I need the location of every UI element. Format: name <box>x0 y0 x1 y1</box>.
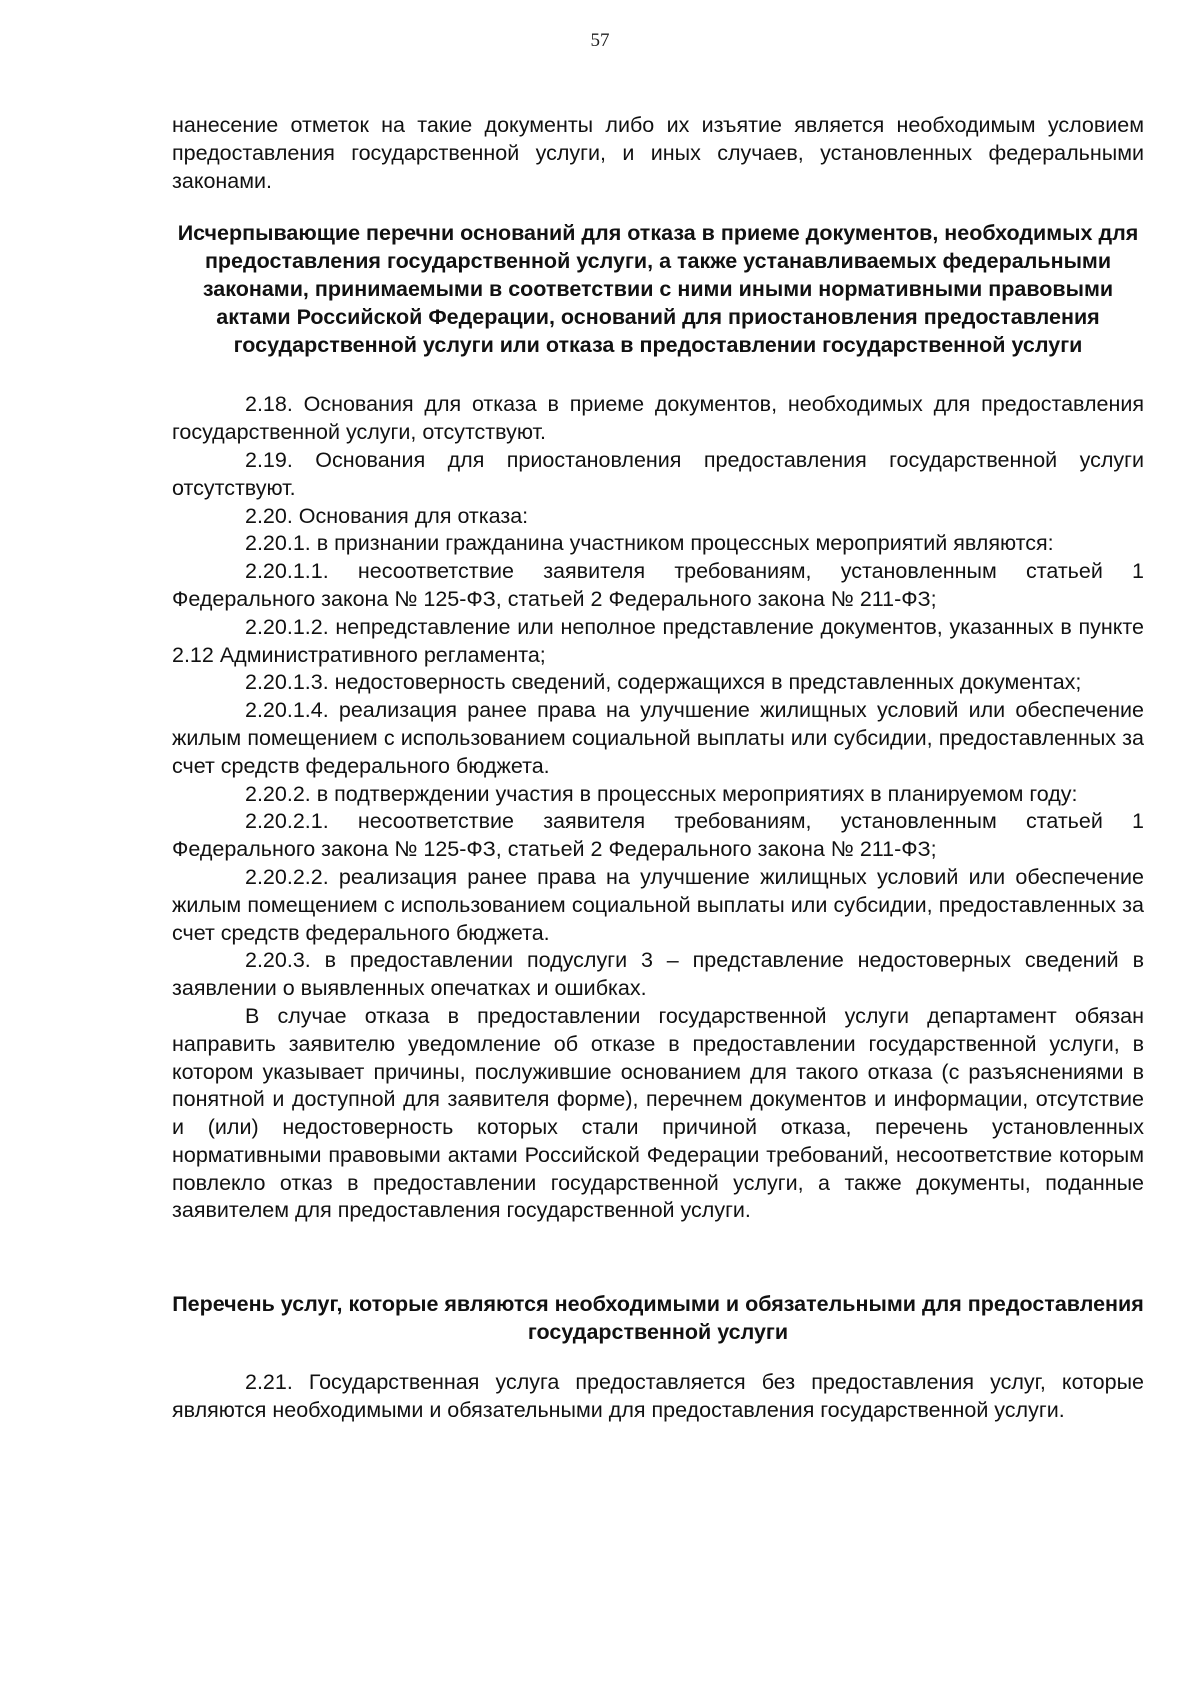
paragraph-2-20-2: 2.20.2. в подтверждении участия в процессных мероприятиях в планируемом году: <box>245 781 1078 806</box>
page-number: 57 <box>590 30 610 51</box>
paragraph-refusal-notice: В случае отказа в предоставлении государственной услуги департамент обязан направить заявителю уведомление об отказе в предоставлении государственной услуги, в котором указывает причины, послужившие основанием для такого отказа (с разъяснениями в понятной и доступной для заявителя форме), перечнем документов и информации, отсутствие и (или) недостоверность которых стали причиной отказа, перечень установленных нормативными правовыми актами Российской Федерации требований, несоответствие которым повлекло отказ в предоставлении государственной услуги, а также документы, поданные заявителем для предоставления государственной услуги. <box>172 1003 1144 1223</box>
section-heading-required-services: Перечень услуг, которые являются необходимыми и обязательными для предоставления государственной услуги <box>172 1292 1144 1345</box>
section-heading-refusal-grounds: Исчерпывающие перечни оснований для отказа в приеме документов, необходимых для предоставления государственной услуги, а также устанавливаемых федеральными законами, принимаемыми в соответствии с ними иными нормативными правовыми актами Российской Федерации, оснований для приостановления предоставления государственной услуги или отказа в предоставлении государственной услуги <box>177 221 1139 357</box>
paragraph-2-20: 2.20. Основания для отказа: <box>245 503 529 528</box>
paragraph-2-20-3: 2.20.3. в предоставлении подуслуги 3 – представление недостоверных сведений в заявлении о выявленных опечатках и ошибках. <box>172 948 1144 1001</box>
paragraph-2-20-2-2: 2.20.2.2. реализация ранее права на улучшение жилищных условий или обеспечение жилым помещением с использованием социальной выплаты или субсидии, предоставленных за счет средств федерального бюджета. <box>172 864 1144 945</box>
document-body <box>172 112 1144 1424</box>
paragraph-2-21: 2.21. Государственная услуга предоставляется без предоставления услуг, которые являются необходимыми и обязательными для предоставления государственной услуги. <box>172 1369 1144 1422</box>
paragraph-2-19: 2.19. Основания для приостановления предоставления государственной услуги отсутствуют. <box>172 447 1144 500</box>
intro-paragraph: нанесение отметок на такие документы либо их изъятие является необходимым условием предоставления государственной услуги, и иных случаев, установленных федеральными законами. <box>172 113 1144 193</box>
paragraph-2-20-1-1: 2.20.1.1. несоответствие заявителя требованиям, установленным статьей 1 Федерального закона № 125-ФЗ, статьей 2 Федерального закона № 211-ФЗ; <box>172 559 1144 611</box>
paragraph-2-20-2-1: 2.20.2.1. несоответствие заявителя требованиям, установленным статьей 1 Федерального закона № 125-ФЗ, статьей 2 Федерального закона № 211-ФЗ; <box>172 809 1144 862</box>
paragraph-2-20-1-2: 2.20.1.2. непредставление или неполное представление документов, указанных в пункте 2.12 Административного регламента; <box>172 614 1144 667</box>
paragraph-2-20-1-3: 2.20.1.3. недостоверность сведений, содержащихся в представленных документах; <box>245 670 1082 695</box>
paragraph-2-20-1-4: 2.20.1.4. реализация ранее права на улучшение жилищных условий или обеспечение жилым помещением с использованием социальной выплаты или субсидии, предоставленных за счет средств федерального бюджета. <box>172 698 1144 778</box>
paragraph-2-20-1: 2.20.1. в признании гражданина участником процессных мероприятий являются: <box>245 531 1054 556</box>
paragraph-2-18: 2.18. Основания для отказа в приеме документов, необходимых для предоставления государственной услуги, отсутствуют. <box>172 392 1144 445</box>
